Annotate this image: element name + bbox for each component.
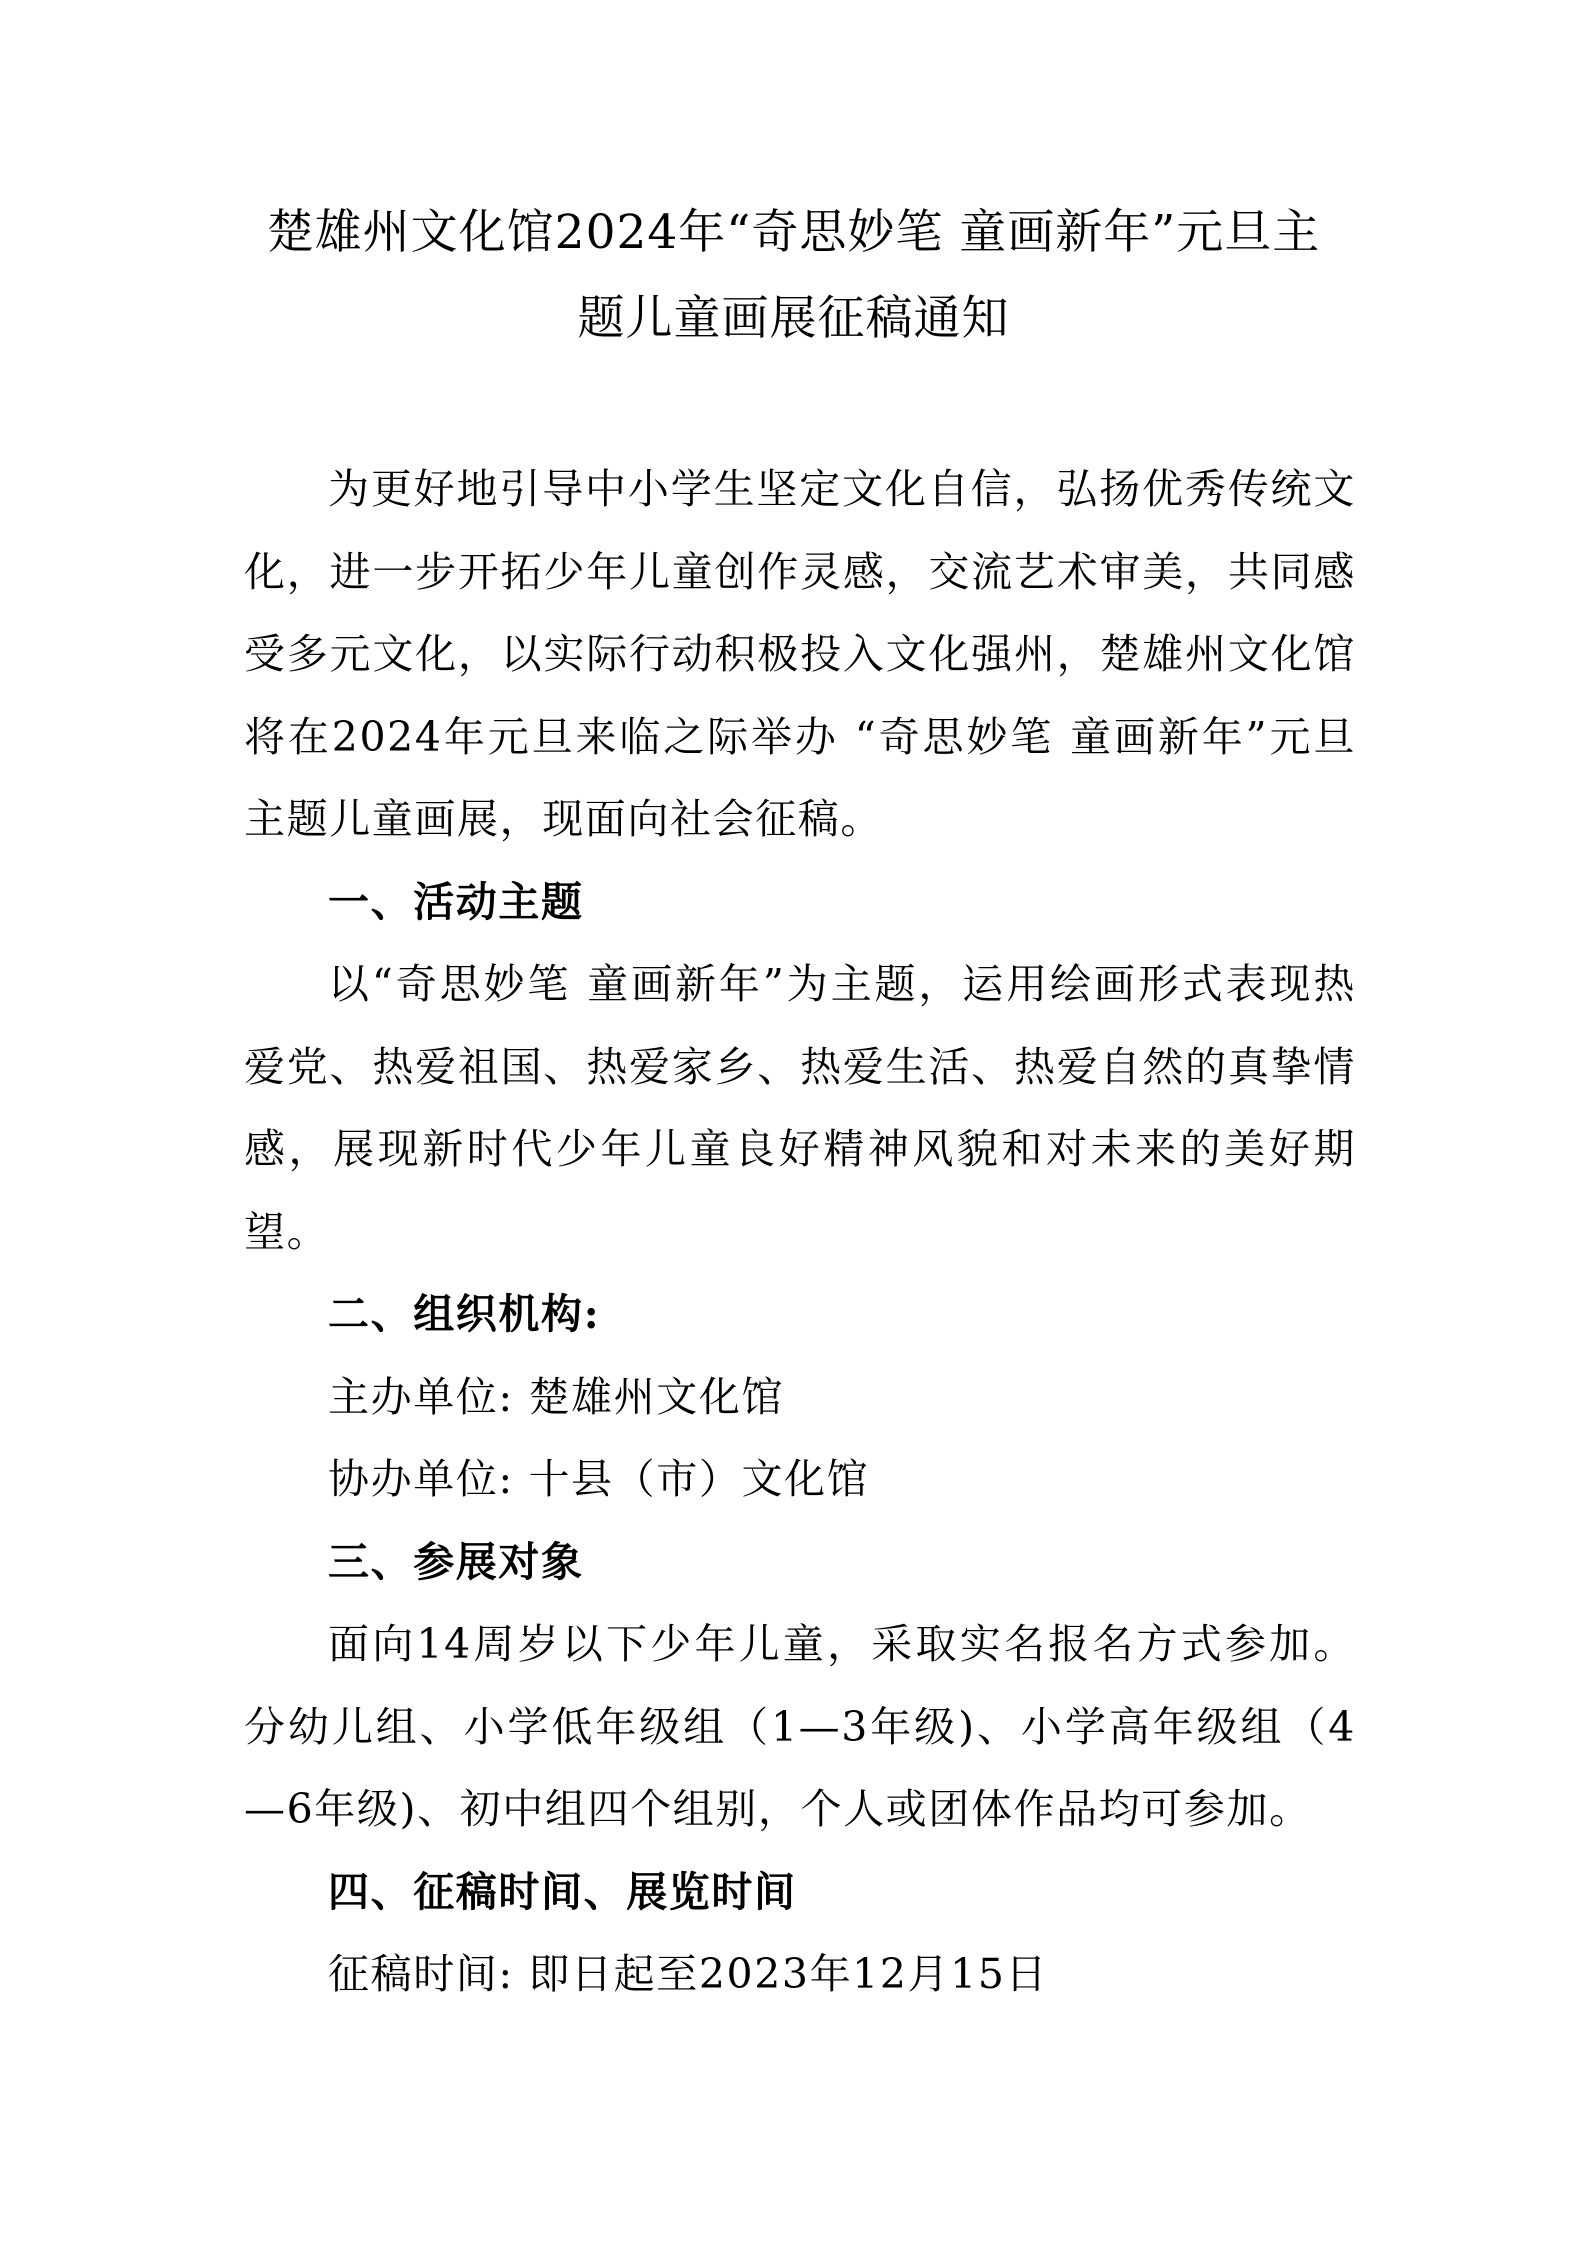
intro-paragraph: 为更好地引导中小学生坚定文化自信，弘扬优秀传统文化，进一步开拓少年儿童创作灵感，交流艺术审美，共同感受多元文化，以实际行动积极投入文化强州，楚雄州文化馆将在2024年元旦来临之际举办 “奇思妙笔 童画新年”元旦主题儿童画展，现面向社会征稿。 (244, 465, 1356, 843)
co-organizer-line: 协办单位: 十县（市）文化馆 (328, 1455, 870, 1503)
organizer-line: 主办单位: 楚雄州文化馆 (328, 1372, 785, 1421)
theme-paragraph: 以“奇思妙笔 童画新年”为主题，运用绘画形式表现热爱党、热爱祖国、热爱家乡、热爱生活、热爱自然的真挚情感，展现新时代少年儿童良好精神风貌和对未来的美好期望。 (244, 960, 1356, 1256)
deadline-line: 征稿时间: 即日起至2023年12月15日 (328, 1950, 1049, 1998)
participants-paragraph: 面向14周岁以下少年儿童，采取实名报名方式参加。分幼儿组、小学低年级组（1—3年级)、小学高年级组（4—6年级)、初中组四个组别，个人或团体作品均可参加。 (244, 1620, 1356, 1833)
document-body (244, 448, 1356, 2016)
section-heading-organization: 二、组织机构: (328, 1290, 601, 1338)
document-title (230, 190, 1357, 362)
title-line-2: 题儿童画展征稿通知 (577, 291, 1010, 346)
section-heading-theme: 一、活动主题 (328, 877, 584, 926)
title-line-1: 楚雄州文化馆2024年“奇思妙笔 童画新年”元旦主 (266, 205, 1321, 260)
section-heading-participants: 三、参展对象 (328, 1537, 584, 1586)
section-heading-schedule: 四、征稿时间、展览时间 (328, 1867, 797, 1916)
